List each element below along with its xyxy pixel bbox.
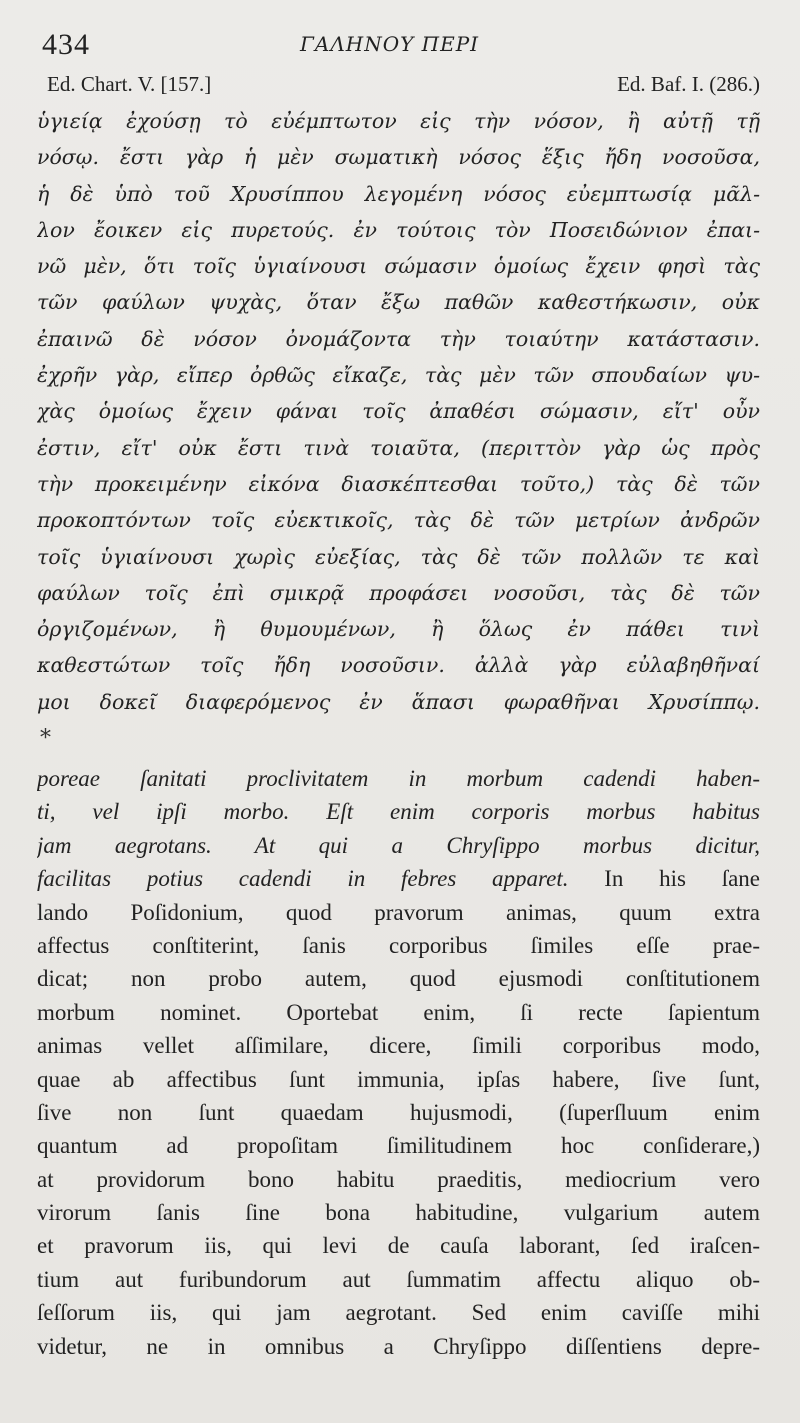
greek-line: ὑγιείᾳ ἐχούσῃ τὸ εὐέμπτωτον εἰς τὴν νόσον, ἢ αὐτῇ τῇ	[37, 109, 760, 133]
latin-line: ſeſſorum iis, qui jam aegrotant. Sed enim caviſſe mihi	[37, 1300, 760, 1326]
latin-line: et pravorum iis, qui levi de cauſa laborant, ſed iraſcen-	[37, 1233, 760, 1259]
section-divider-mark: *	[40, 726, 51, 751]
edition-chartier-reference: Ed. Chart. V. [157.]	[47, 72, 212, 96]
latin-line: poreae ſanitati proclivitatem in morbum cadendi haben-	[37, 766, 760, 791]
greek-line: χὰς ὁμοίως ἔχειν φάναι τοῖς ἀπαθέσι σώμασιν, εἴτ' οὖν	[37, 399, 760, 424]
greek-line: ἐπαινῶ δὲ νόσον ὀνομάζοντα τὴν τοιαύτην κατάστασιν.	[37, 326, 760, 351]
latin-line-mixed	[37, 862, 760, 895]
greek-line: ἡ δὲ ὑπὸ τοῦ Χρυσίππου λεγομένη νόσος εὐεμπτωσίᾳ μᾶλ-	[37, 181, 760, 206]
greek-line: τοῖς ὑγιαίνουσι χωρὶς εὐεξίας, τὰς δὲ τῶν πολλῶν τε καὶ	[37, 544, 760, 569]
latin-line: ti, vel ipſi morbo. Eſt enim corporis morbus habitus	[37, 799, 760, 825]
latin-line: dicat; non probo autem, quod ejusmodi conſtitutionem	[37, 966, 760, 992]
greek-line: ἐχρῆν γὰρ, εἴπερ ὀρθῶς εἴκαζε, τὰς μὲν τῶν σπουδαίων ψυ-	[37, 363, 760, 388]
latin-line: tium aut furibundorum aut ſummatim affectu aliquo ob-	[37, 1266, 760, 1292]
greek-line: ὀργιζομένων, ἢ θυμουμένων, ἢ ὅλως ἐν πάθει τινὶ	[37, 617, 760, 642]
latin-line: morbum nominet. Oportebat enim, ſi recte ſapientum	[37, 999, 760, 1025]
running-title: ΓΑΛΗΝΟΥ ΠΕΡΙ	[300, 32, 480, 56]
greek-line: προκοπτόντων τοῖς εὐεκτικοῖς, τὰς δὲ τῶν μετρίων ἀνδρῶν	[37, 508, 760, 533]
greek-line: μοι δοκεῖ διαφερόμενος ἐν ἅπασι φωραθῆναι Χρυσίππῳ.	[37, 689, 760, 714]
greek-line: φαύλων τοῖς ἐπὶ σμικρᾷ προφάσει νοσοῦσι, τὰς δὲ τῶν	[37, 580, 760, 605]
latin-line: virorum ſanis ſine bona habitudine, vulgarium autem	[37, 1200, 760, 1226]
latin-line-roman-part: In his ſane	[604, 866, 760, 892]
latin-line: affectus conſtiterint, ſanis corporibus ſimiles eſſe prae-	[37, 932, 760, 958]
edition-basel-reference: Ed. Baf. I. (286.)	[617, 72, 760, 96]
latin-line: quantum ad propoſitam ſimilitudinem hoc conſiderare,)	[37, 1133, 760, 1159]
latin-line: lando Poſidonium, quod pravorum animas, quum extra	[37, 899, 760, 925]
latin-line: animas vellet aſſimilare, dicere, ſimili corporibus modo,	[37, 1033, 760, 1059]
running-head	[42, 28, 760, 64]
greek-line: καθεστώτων τοῖς ἤδη νοσοῦσιν. ἀλλὰ γὰρ εὐλαβηθῆναί	[37, 653, 760, 678]
greek-line: νόσῳ. ἔστι γὰρ ἡ μὲν σωματικὴ νόσος ἕξις ἤδη νοσοῦσα,	[37, 145, 760, 170]
greek-line: λον ἔοικεν εἰς πυρετούς. ἐν τούτοις τὸν Ποσειδώνιον ἐπαι-	[37, 217, 760, 242]
latin-line: quae ab affectibus ſunt immunia, ipſas habere, ſive ſunt,	[37, 1066, 760, 1092]
greek-line: ἐστιν, εἴτ' οὐκ ἔστι τινὰ τοιαῦτα, (περιττὸν γὰρ ὡς πρὸς	[37, 435, 760, 460]
latin-line: at providorum bono habitu praeditis, mediocrium vero	[37, 1166, 760, 1192]
latin-line-italic-part: facilitas potius cadendi in febres apparet.	[37, 866, 569, 892]
latin-line: ſive non ſunt quaedam hujusmodi, (ſuperſluum enim	[37, 1099, 760, 1125]
greek-text-block	[37, 103, 760, 720]
greek-line: τῶν φαύλων ψυχὰς, ὅταν ἔξω παθῶν καθεστήκωσιν, οὐκ	[37, 290, 760, 315]
latin-text-block	[37, 762, 760, 1363]
greek-line: νῶ μὲν, ὅτι τοῖς ὑγιαίνουσι σώμασιν ὁμοίως ἔχειν φησὶ τὰς	[37, 254, 760, 279]
latin-line: jam aegrotans. At qui a Chryſippo morbus dicitur,	[37, 832, 760, 858]
latin-line: videtur, ne in omnibus a Chryſippo diſſentiens depre-	[37, 1333, 760, 1359]
edition-references	[47, 72, 760, 100]
greek-line: τὴν προκειμένην εἰκόνα διασκέπτεσθαι τοῦτο,) τὰς δὲ τῶν	[37, 471, 760, 496]
page-number: 434	[42, 28, 90, 61]
